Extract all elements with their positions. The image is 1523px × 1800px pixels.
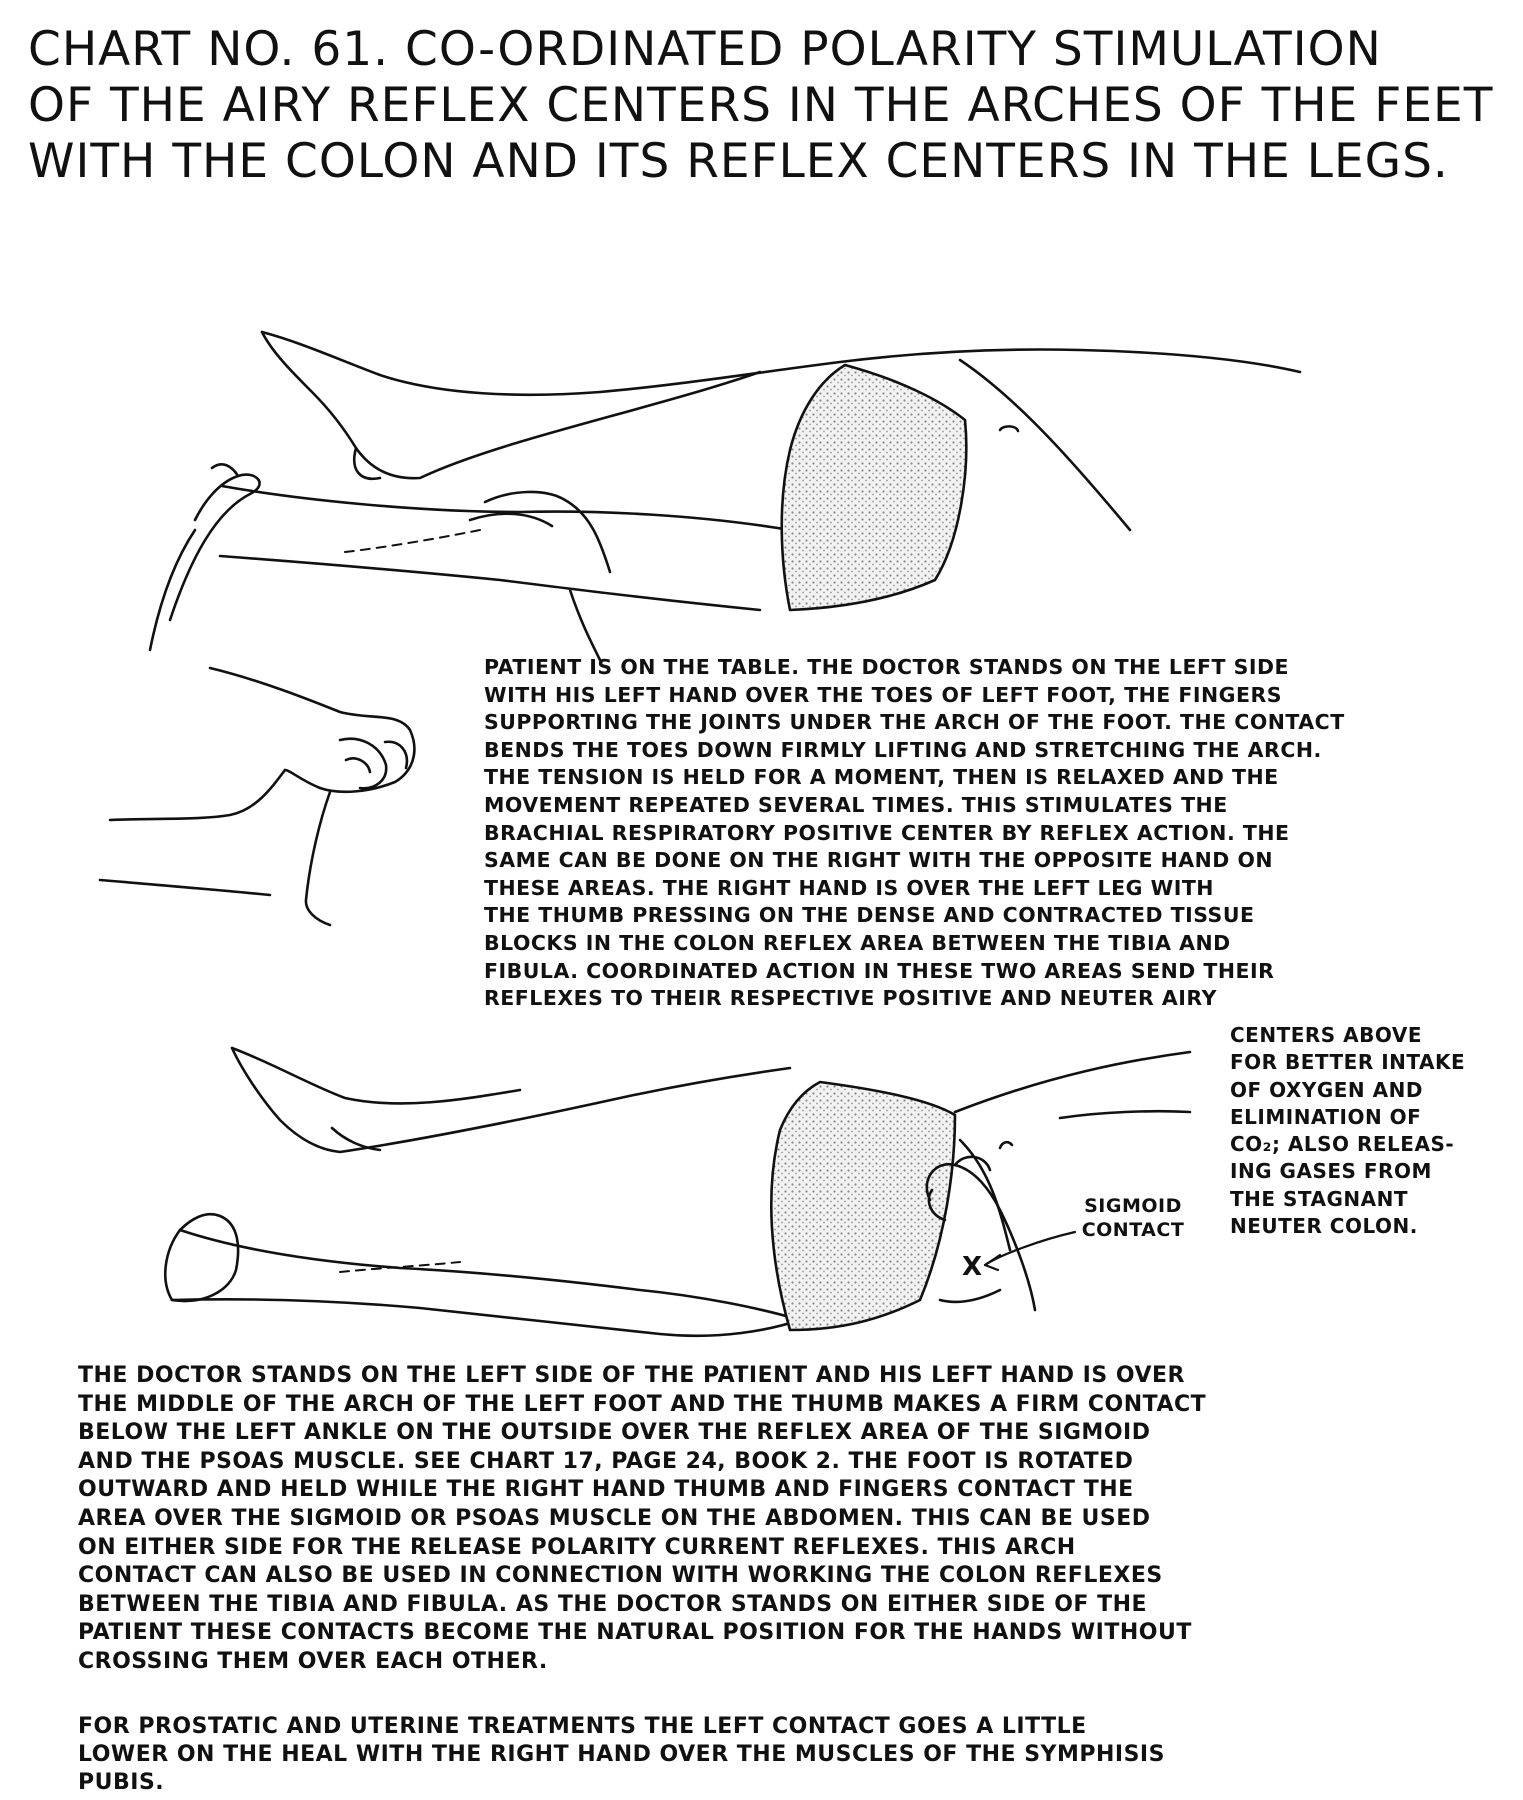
text-line: CONTACT CAN ALSO BE USED IN CONNECTION WITH WORKING THE COLON REFLEXES [78,1563,1163,1589]
paragraph-one [484,654,1494,1013]
text-line: BLOCKS IN THE COLON REFLEX AREA BETWEEN THE TIBIA AND [484,930,1231,955]
sigmoid-pointer-line [985,1232,1075,1265]
paragraph-three [78,1713,1488,1797]
text-line: BRACHIAL RESPIRATORY POSITIVE CENTER BY REFLEX ACTION. THE [484,820,1290,845]
figure-foot-detail [100,668,414,925]
text-line: BETWEEN THE TIBIA AND FIBULA. AS THE DOCTOR STANDS ON EITHER SIDE OF THE [78,1591,1148,1617]
text-line: FOR PROSTATIC AND UTERINE TREATMENTS THE LEFT CONTACT GOES A LITTLE [78,1714,1087,1739]
text-line: THE MIDDLE OF THE ARCH OF THE LEFT FOOT AND THE THUMB MAKES A FIRM CONTACT [78,1391,1207,1417]
text-line: THE DOCTOR STANDS ON THE LEFT SIDE OF THE PATIENT AND HIS LEFT HAND IS OVER [78,1363,1185,1388]
text-line: THESE AREAS. THE RIGHT HAND IS OVER THE LEFT LEG WITH [484,875,1214,900]
text-line: AND THE PSOAS MUSCLE. SEE CHART 17, PAGE 24, BOOK 2. THE FOOT IS ROTATED [78,1448,1134,1474]
text-line: PATIENT THESE CONTACTS BECOME THE NATURAL POSITION FOR THE HANDS WITHOUT [78,1620,1192,1646]
text-line: MOVEMENT REPEATED SEVERAL TIMES. THIS STIMULATES THE [484,792,1228,817]
text-line: SAME CAN BE DONE ON THE RIGHT WITH THE OPPOSITE HAND ON [484,848,1274,873]
text-line: ELIMINATION OF [1230,1104,1422,1129]
sigmoid-contact-marker: X [962,1252,983,1282]
text-line: OUTWARD AND HELD WHILE THE RIGHT HAND THUMB AND FINGERS CONTACT THE [78,1477,1134,1503]
text-line: CROSSING THEM OVER EACH OTHER. [78,1648,548,1674]
text-line: NEUTER COLON. [1230,1214,1418,1239]
figure-top-legs [150,332,1300,660]
text-line: PATIENT IS ON THE TABLE. THE DOCTOR STANDS ON THE LEFT SIDE [484,655,1290,679]
text-line: PUBIS. [78,1770,165,1795]
title-line: WITH THE COLON AND ITS REFLEX CENTERS IN THE LEGS. [28,134,1449,189]
text-line: THE STAGNANT [1230,1186,1408,1211]
text-line: CO₂; ALSO RELEAS- [1230,1132,1455,1157]
text-line: OF OXYGEN AND [1230,1077,1423,1102]
text-line: FIBULA. COORDINATED ACTION IN THESE TWO AREAS SEND THEIR [484,958,1275,983]
text-line: ING GASES FROM [1230,1159,1432,1184]
sigmoid-contact-label [1068,1194,1198,1242]
paragraph-one-continuation [1230,1022,1515,1240]
text-line: REFLEXES TO THEIR RESPECTIVE POSITIVE AND NEUTER AIRY [484,986,1217,1011]
text-line: ON EITHER SIDE FOR THE RELEASE POLARITY CURRENT REFLEXES. THIS ARCH [78,1534,1076,1560]
figure-bottom-legs [165,1048,1190,1336]
text-line: AREA OVER THE SIGMOID OR PSOAS MUSCLE ON THE ABDOMEN. THIS CAN BE USED [78,1505,1151,1531]
title-line: OF THE AIRY REFLEX CENTERS IN THE ARCHES OF THE FEET [28,78,1494,133]
text-line: BENDS THE TOES DOWN FIRMLY LIFTING AND STRETCHING THE ARCH. [484,737,1322,762]
text-line: THE TENSION IS HELD FOR A MOMENT, THEN IS RELAXED AND THE [484,765,1279,790]
text-line: CENTERS ABOVE [1230,1023,1422,1047]
title-line: CHART NO. 61. CO-ORDINATED POLARITY STIMULATION [28,22,1382,77]
text-line: SUPPORTING THE JOINTS UNDER THE ARCH OF THE FOOT. THE CONTACT [484,710,1345,735]
text-line: THE THUMB PRESSING ON THE DENSE AND CONTRACTED TISSUE [484,903,1255,928]
label-line: CONTACT [1081,1219,1185,1241]
text-line: BELOW THE LEFT ANKLE ON THE OUTSIDE OVER THE REFLEX AREA OF THE SIGMOID [78,1420,1151,1446]
text-line: WITH HIS LEFT HAND OVER THE TOES OF LEFT FOOT, THE FINGERS [484,682,1283,707]
text-line: FOR BETTER INTAKE [1230,1050,1466,1075]
sigmoid-pointer-arrowhead [985,1255,1000,1270]
label-line: SIGMOID [1084,1195,1182,1217]
text-line: LOWER ON THE HEAL WITH THE RIGHT HAND OVER THE MUSCLES OF THE SYMPHISIS [78,1742,1165,1767]
paragraph-two [78,1362,1488,1677]
